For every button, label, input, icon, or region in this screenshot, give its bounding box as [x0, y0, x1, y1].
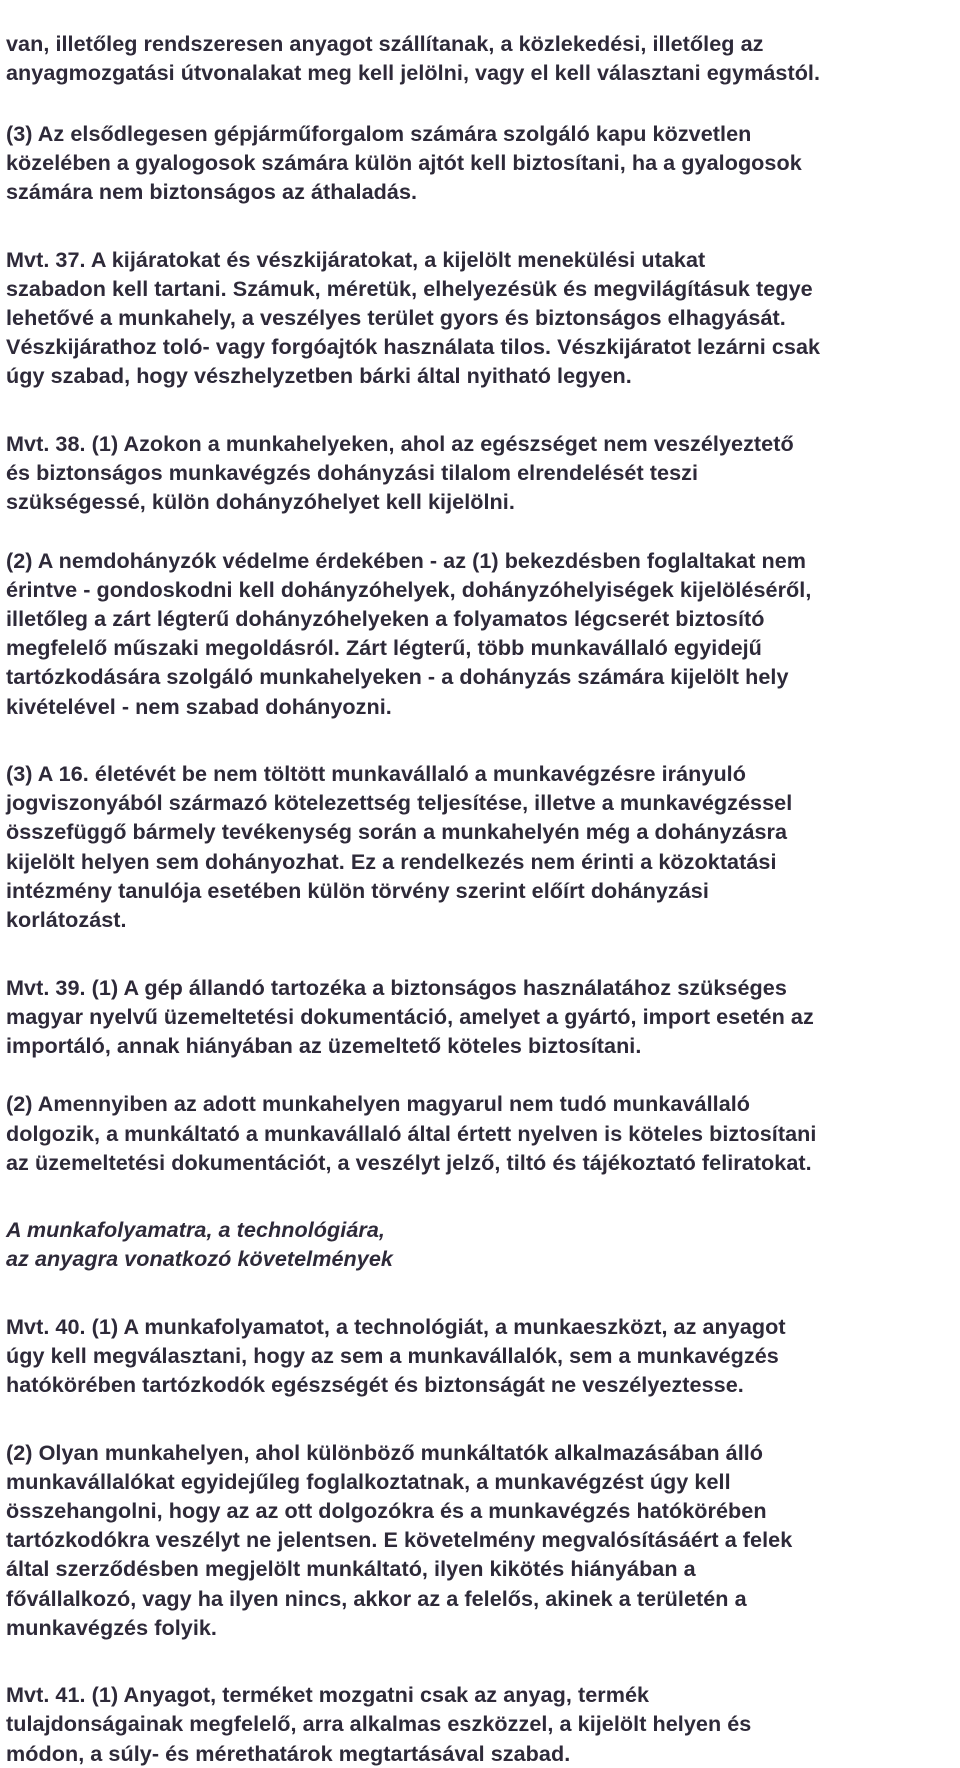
- paragraph-gate-pedestrian-door: [6, 90, 956, 207]
- paragraph-mvt-40-1: [6, 1283, 956, 1400]
- section-reference: Mvt. 39.: [6, 974, 92, 1000]
- paragraph-mvt-41-1: [6, 1651, 956, 1768]
- paragraph-continuation: [6, 0, 956, 88]
- paragraph-text: (2) Olyan munkahelyen, ahol különböző munkáltatók alkalmazásában álló munkavállalókat egyidejűleg foglalkoztatnak, a munkavégzést úgy kell összehangolni, hogy az az ott dolgozókra és a munkavégzés hatókörében tartózkodókra veszélyt ne jelentsen. E követelmény megvalósításáért a felek által szerződésben megjelölt munkáltató, ilyen kikötés hiányában a fővállalkozó, vagy ha ilyen nincs, akkor az a felelős, akinek a területén a munkavégzés folyik.: [6, 1439, 793, 1640]
- section-heading: [6, 1186, 956, 1274]
- paragraph-mvt-38-1: [6, 400, 956, 517]
- paragraph-mvt-39-1: [6, 943, 956, 1060]
- paragraph-mvt-38-2: [6, 516, 956, 720]
- paragraph-text: (1) A gép állandó tartozéka a biztonságos használatához szükséges magyar nyelvű üzemeltetési dokumentáció, amelyet a gyártó, import esetén az importáló, annak hiányában az üzemeltető köteles biztosítani.: [6, 974, 814, 1058]
- section-reference: Mvt. 41.: [6, 1682, 92, 1708]
- paragraph-text: (2) Amennyiben az adott munkahelyen magyarul nem tudó munkavállaló dolgozik, a munkáltató a munkavállaló által értett nyelven is köteles biztosítani az üzemeltetési dokumentációt, a veszélyt jelző, tiltó és tájékoztató feliratokat.: [6, 1091, 817, 1175]
- paragraph-text: A kijáratokat és vészkijáratokat, a kijelölt menekülési utakat szabadon kell tartani. Számuk, méretük, elhelyezésük és megvilágításuk tegye lehetővé a munkahely, a veszélyes terület gyors és biztonságos elhagyását. Vészkijárathoz toló- vagy forgóajtók használata tilos. Vészkijáratot lezárni csak úgy szabad, hogy vészhelyzetben bárki által nyitható legyen.: [6, 246, 821, 389]
- paragraph-text: (3) A 16. életévét be nem töltött munkavállaló a munkavégzésre irányuló jogviszonyából származó kötelezettség teljesítése, illetve a munkavégzéssel összefüggő bármely tevékenység során a munkahelyén még a dohányzásra kijelölt helyen sem dohányozhat. Ez a rendelkezés nem érinti a közoktatási intézmény tanulója esetében külön törvény szerint előírt dohányzási korlátozást.: [6, 761, 793, 933]
- heading-text: A munkafolyamatra, a technológiára, az anyagra vonatkozó követelmények: [6, 1217, 393, 1272]
- paragraph-mvt-38-3: [6, 730, 956, 934]
- paragraph-text: (3) Az elsődlegesen gépjárműforgalom számára szolgáló kapu közvetlen közelében a gyalogosok számára külön ajtót kell biztosítani, ha a gyalogosok számára nem biztonságos az áthaladás.: [6, 120, 802, 205]
- paragraph-mvt-40-2: [6, 1408, 956, 1642]
- paragraph-text: (2) A nemdohányzók védelme érdekében - az (1) bekezdésben foglaltakat nem érintve - gondoskodni kell dohányzóhelyek, dohányzóhelyiségek kijelöléséről, illetőleg a zárt légterű dohányzóhelyeken a folyamatos légcserét biztosító megfelelő műszaki megoldásról. Zárt légterű, több munkavállaló egyidejű tartózkodására szolgáló munkahelyeken - a dohányzás számára kijelölt hely kivételével - nem szabad dohányozni.: [6, 547, 812, 719]
- document-page: [6, 0, 956, 1768]
- section-reference: Mvt. 40.: [6, 1313, 92, 1339]
- paragraph-text: van, illetőleg rendszeresen anyagot szállítanak, a közlekedési, illetőleg az anyagmozgatási útvonalakat meg kell jelölni, vagy el kell választani egymástól.: [6, 31, 821, 86]
- section-reference: Mvt. 37.: [6, 246, 91, 272]
- paragraph-text: (1) Anyagot, terméket mozgatni csak az anyag, termék tulajdonságainak megfelelő, arra alkalmas eszközzel, a kijelölt helyen és módon, a súly- és mérethatárok megtartásával szabad.: [6, 1682, 752, 1766]
- paragraph-mvt-37: [6, 215, 956, 390]
- paragraph-mvt-39-2: [6, 1060, 956, 1177]
- paragraph-text: (1) A munkafolyamatot, a technológiát, a munkaeszközt, az anyagot úgy kell megválasztani, hogy az sem a munkavállalók, sem a munkavégzés hatókörében tartózkodók egészségét és biztonságát ne veszélyeztesse.: [6, 1313, 786, 1398]
- paragraph-text: (1) Azokon a munkahelyeken, ahol az egészséget nem veszélyeztető és biztonságos munkavégzés dohányzási tilalom elrendelését teszi szükségessé, külön dohányzóhelyet kell kijelölni.: [6, 430, 794, 515]
- section-reference: Mvt. 38.: [6, 430, 92, 456]
